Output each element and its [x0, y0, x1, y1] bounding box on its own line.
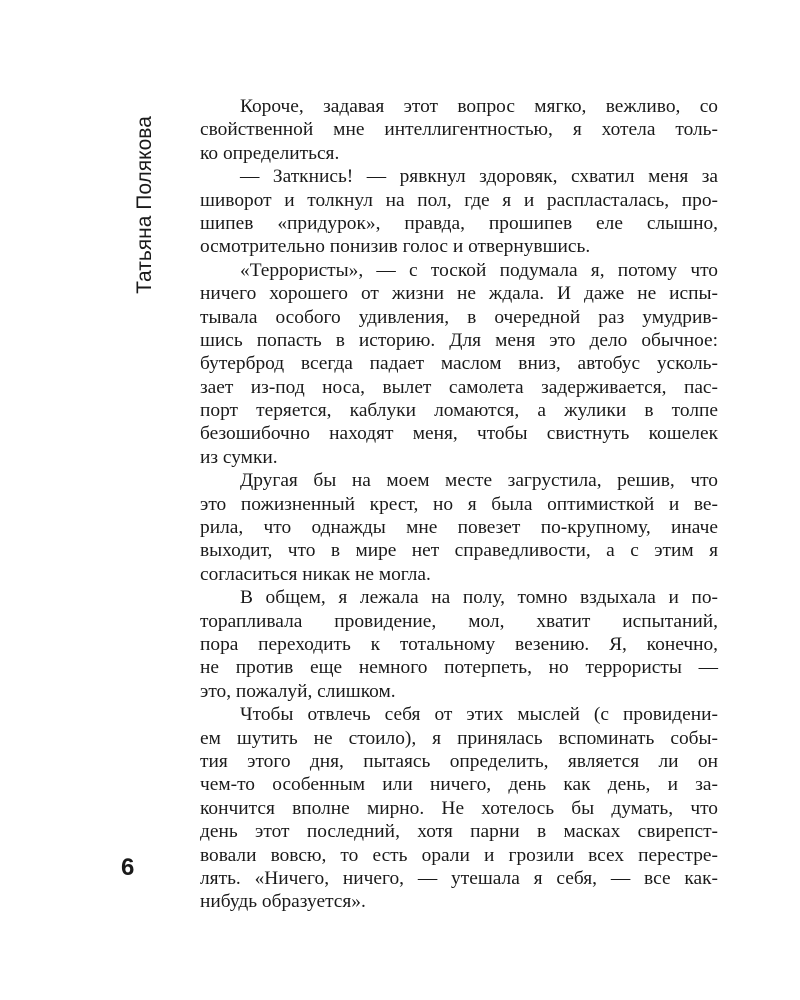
- text-line: чем-то особенным или ничего, день как день, и за-: [200, 774, 718, 796]
- text-line: Другая бы на моем месте загрустила, решив, что: [240, 470, 718, 492]
- text-line: Чтобы отвлечь себя от этих мыслей (с провидени-: [240, 704, 718, 726]
- text-line: осмотрительно понизив голос и отвернувшись.: [200, 236, 591, 258]
- text-line: порт теряется, каблуки ломаются, а жулики в толпе: [200, 400, 718, 422]
- page-number: 6: [121, 854, 135, 881]
- text-line: тывала особого удивления, в очередной раз умудрив-: [200, 306, 718, 328]
- text-line: свойственной мне интеллигентностью, я хотела толь-: [200, 119, 718, 141]
- text-line: шипев «придурок», правда, прошипев еле слышно,: [200, 212, 718, 234]
- text-line: кончится вполне мирно. Не хотелось бы думать, что: [200, 797, 718, 819]
- text-line: бутерброд всегда падает маслом вниз, автобус усколь-: [200, 353, 718, 375]
- text-line: безошибочно находят меня, чтобы свистнуть кошелек: [200, 423, 718, 445]
- text-line: шиворот и толкнул на пол, где я и распласталась, про-: [200, 189, 718, 211]
- text-line: шись попасть в историю. Для меня это дело обычное:: [200, 329, 718, 351]
- text-line: выходит, что в мире нет справедливости, а с этим я: [200, 540, 718, 562]
- text-line: тия этого дня, пытаясь определить, является ли он: [200, 750, 718, 772]
- text-line: В общем, я лежала на полу, томно вздыхала и по-: [240, 587, 718, 609]
- text-line: торапливала провидение, мол, хватит испытаний,: [200, 610, 718, 632]
- text-line: лять. «Ничего, ничего, — утешала я себя, — все как-: [200, 867, 718, 889]
- text-line: зает из-под носа, вылет самолета задерживается, пас-: [200, 376, 718, 398]
- text-line: «Террористы», — с тоской подумала я, потому что: [240, 259, 718, 281]
- body-text: [200, 95, 718, 914]
- text-line: из сумки.: [200, 446, 278, 468]
- text-line: ничего хорошего от жизни не ждала. И даже не испы-: [200, 283, 718, 305]
- text-line: Короче, задавая этот вопрос мягко, вежливо, со: [240, 96, 718, 117]
- text-line: — Заткнись! — рявкнул здоровяк, схватил меня за: [240, 166, 718, 188]
- text-line: день этот последний, хотя парни в масках свирепст-: [200, 821, 718, 843]
- text-line: не против еще немного потерпеть, но террористы —: [200, 657, 718, 679]
- running-head-author: Татьяна Полякова: [133, 116, 156, 294]
- text-line: это пожизненный крест, но я была оптимисткой и ве-: [200, 493, 718, 515]
- text-line: ем шутить не стоило), я принялась вспоминать собы-: [200, 727, 718, 749]
- text-line: рила, что однажды мне повезет по-крупному, иначе: [200, 517, 718, 539]
- text-line: согласиться никак не могла.: [200, 563, 431, 585]
- text-line: вовали вовсю, то есть орали и грозили всех перестре-: [200, 844, 718, 866]
- text-line: ко определиться.: [200, 142, 340, 164]
- text-line: это, пожалуй, слишком.: [200, 680, 396, 702]
- text-line: пора переходить к тотальному везению. Я, конечно,: [200, 633, 718, 655]
- text-line: нибудь образуется».: [200, 891, 366, 913]
